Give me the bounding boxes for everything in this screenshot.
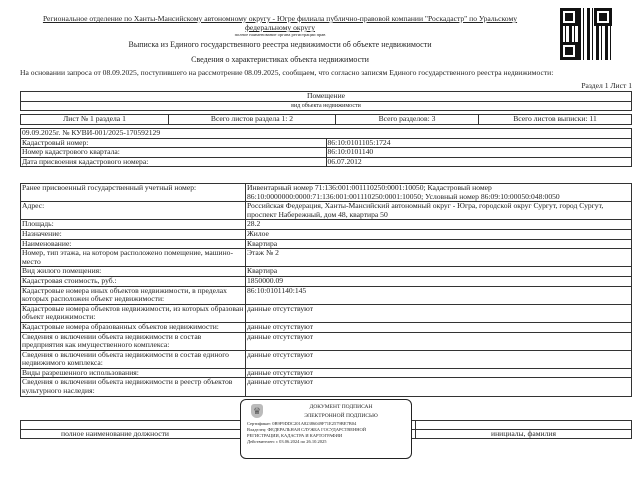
detail-label: Вид жилого помещения: <box>21 267 246 277</box>
qr-code <box>560 8 612 60</box>
details-table <box>20 183 632 397</box>
stamp-validity: Действителен: с 03.06.2024 по 26.10.2025 <box>247 438 327 444</box>
detail-value: данные отсутствуют <box>246 368 632 378</box>
table-row <box>21 286 632 304</box>
detail-value: 28.2 <box>246 220 632 230</box>
detail-label: Сведения о включении объекта недвижимости в состав единого недвижимого комплекса: <box>21 350 246 368</box>
section-sheets-total: Всего листов раздела 1: 2 <box>169 115 336 125</box>
stamp-line2: ЭЛЕКТРОННОЙ ПОДПИСЬЮ <box>304 412 378 419</box>
detail-label: Наименование: <box>21 239 246 249</box>
table-row <box>21 350 632 368</box>
detail-value: Жилое <box>246 229 632 239</box>
section-label: Раздел 1 Лист 1 <box>581 81 632 90</box>
detail-value: Российская Федерация, Ханты-Мансийский автономный округ - Югра, городской округ Сургут, город Сургут, проспект Набережный, дом 48, квартира 50 <box>246 202 632 220</box>
assignment-date: 06.07.2012 <box>326 157 632 167</box>
detail-label: Площадь: <box>21 220 246 230</box>
detail-label: Кадастровые номера иных объектов недвижимости, в пределах которых расположен объект недвижимости: <box>21 286 246 304</box>
table-row <box>21 332 632 350</box>
table-row <box>21 304 632 322</box>
detail-value: Квартира <box>246 239 632 249</box>
info-label: Номер кадастрового квартала: <box>21 148 327 158</box>
detail-label: Назначение: <box>21 229 246 239</box>
detail-value: данные отсутствуют <box>246 322 632 332</box>
table-row <box>21 267 632 277</box>
request-number: 09.09.2025г. № КУВИ-001/2025-170592129 <box>21 129 632 139</box>
table-row <box>21 229 632 239</box>
detail-label: Ранее присвоенный государственный учетный номер: <box>21 184 246 202</box>
stamp-line1: ДОКУМЕНТ ПОДПИСАН <box>309 403 373 410</box>
detail-label: Сведения о включении объекта недвижимости в реестр объектов культурного наследия: <box>21 378 246 396</box>
table-row <box>21 276 632 286</box>
detail-value: 86:10:0101140:145 <box>246 286 632 304</box>
table-row <box>21 220 632 230</box>
stamp-owner-cont: РЕГИСТРАЦИИ, КАДАСТРА И КАРТОГРАФИИ <box>247 432 343 438</box>
info-label: Кадастровый номер: <box>21 138 327 148</box>
detail-value: Квартира <box>246 267 632 277</box>
table-row <box>21 322 632 332</box>
object-type-table <box>20 91 632 111</box>
authority-caption: полное наименование органа регистрации прав <box>234 32 326 37</box>
table-row <box>21 184 632 202</box>
detail-label: Кадастровые номера образованных объектов недвижимости: <box>21 322 246 332</box>
detail-value: данные отсутствуют <box>246 350 632 368</box>
position-caption: полное наименование должности <box>21 429 416 439</box>
name-caption: инициалы, фамилия <box>416 429 632 439</box>
detail-value: данные отсутствуют <box>246 304 632 322</box>
details-section <box>20 183 632 463</box>
intro-text: На основании запроса от 08.09.2025, поступившего на рассмотрение 08.09.2025, сообщаем, что согласно записям Единого государственного реестра недвижимости: <box>20 68 554 77</box>
detail-label: Номер, тип этажа, на котором расположено помещение, машино-место <box>21 249 246 267</box>
object-type-caption: вид объекта недвижимости <box>21 101 632 111</box>
emblem-icon: ♛ <box>252 405 262 416</box>
stamp-owner: Владелец: ФЕДЕРАЛЬНАЯ СЛУЖБА ГОСУДАРСТВЕННОЙ <box>247 426 367 432</box>
detail-value: данные отсутствуют <box>246 332 632 350</box>
object-type: Помещение <box>21 92 632 102</box>
signature-section <box>20 399 632 463</box>
detail-value: Инвентарный номер 71:136:001:001110250:0001:10050; Кадастровый номер 86:10:0000000:0000:71:136:001:001110250:0001:10050; Условный номер 86:09:10:00050:048:0050 <box>246 184 632 202</box>
document-subtitle: Сведения о характеристиках объекта недвижимости <box>191 55 369 64</box>
sheets-table <box>20 114 632 125</box>
table-row <box>21 249 632 267</box>
detail-label: Кадастровая стоимость, руб.: <box>21 276 246 286</box>
cadastral-quarter: 86:10:0101140 <box>326 148 632 158</box>
detail-label: Кадастровые номера объектов недвижимости, из которых образован объект недвижимости: <box>21 304 246 322</box>
cadastral-number: 86:10:0101105:1724 <box>326 138 632 148</box>
registration-authority: Региональное отделение по Ханты-Мансийскому автономному округу - Югре филиала публично-правовой компании "Роскадастр" по Уральскому федеральному округу <box>42 14 518 32</box>
detail-label: Адрес: <box>21 202 246 220</box>
document-title: Выписка из Единого государственного реестра недвижимости об объекте недвижимости <box>128 40 432 49</box>
sections-total: Всего разделов: 3 <box>336 115 479 125</box>
detail-value: 1850000.09 <box>246 276 632 286</box>
table-row <box>21 378 632 396</box>
electronic-signature-stamp <box>240 399 412 459</box>
extract-sheets-total: Всего листов выписки: 11 <box>479 115 632 125</box>
info-table <box>20 128 632 167</box>
detail-value: Этаж № 2 <box>246 249 632 267</box>
detail-value: данные отсутствуют <box>246 378 632 396</box>
table-row <box>21 202 632 220</box>
detail-label: Виды разрешенного использования: <box>21 368 246 378</box>
info-label: Дата присвоения кадастрового номера: <box>21 157 327 167</box>
sheet-number: Лист № 1 раздела 1 <box>21 115 169 125</box>
detail-label: Сведения о включении объекта недвижимости в состав предприятия как имущественного комплекса: <box>21 332 246 350</box>
stamp-certificate: Сертификат: 0B9F9DDC201A82386049F71E2579BE7B04 <box>247 420 357 426</box>
